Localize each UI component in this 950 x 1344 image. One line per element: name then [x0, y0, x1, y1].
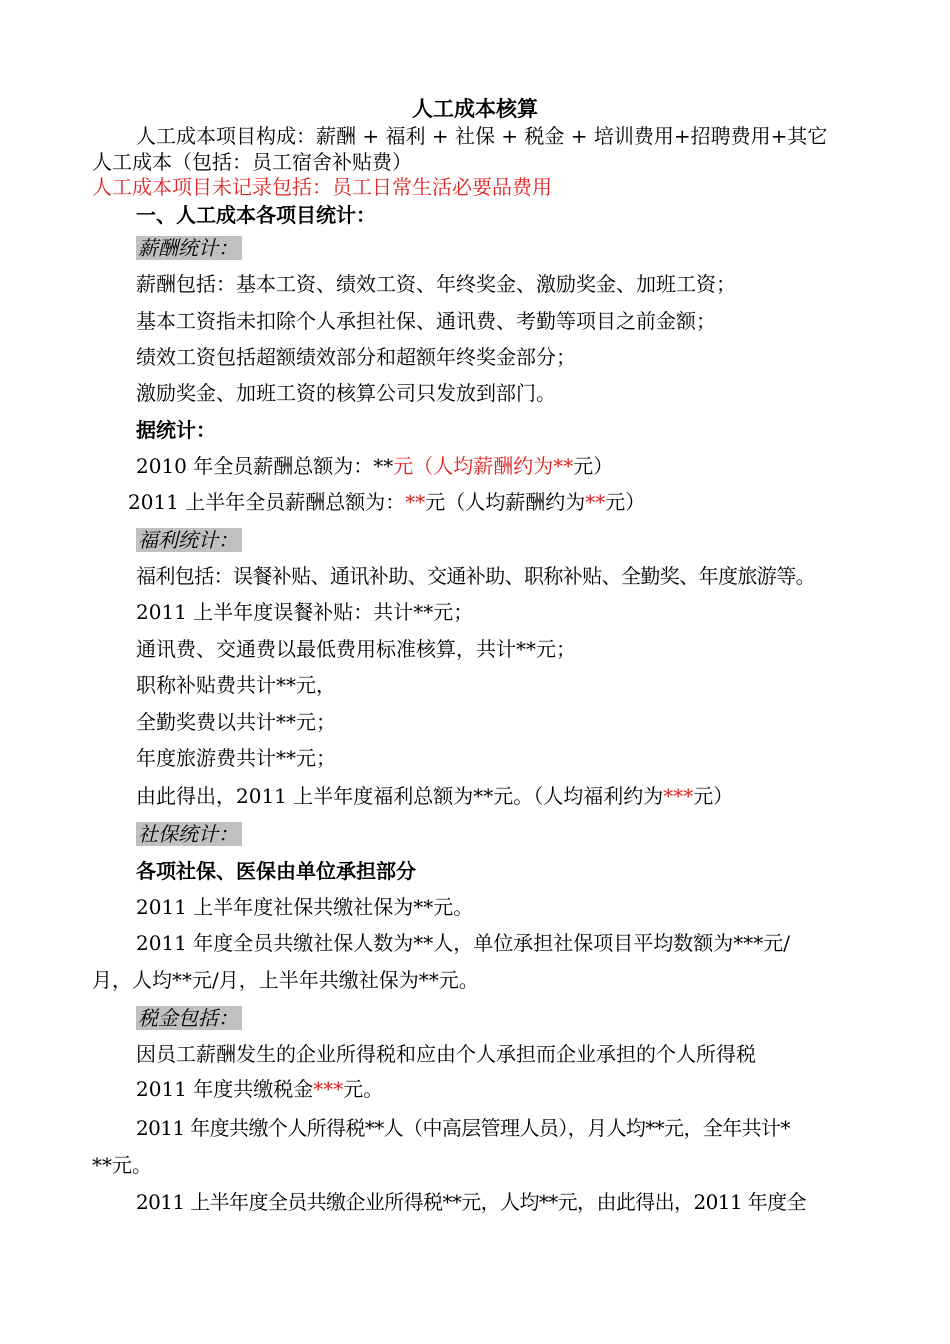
- salary-2010-text-a: 2010 年全员薪酬总额为：**: [136, 454, 394, 478]
- welfare-heading-label: 福利统计：: [136, 528, 242, 552]
- welfare-paragraph-4: 职称补贴费共计**元，: [136, 673, 336, 697]
- welfare-paragraph-5: 全勤奖费以共计**元；: [136, 710, 336, 734]
- salary-2010-text-d: 元）: [573, 454, 614, 478]
- salary-2010-text-c: **: [553, 454, 574, 478]
- tax-paragraph-2: [136, 1076, 872, 1102]
- salary-2011-text-e: 元）: [605, 490, 646, 514]
- welfare-heading: [136, 527, 872, 553]
- salary-2011-text-a: 2011 上半年全员薪酬总额为：: [128, 490, 406, 514]
- welfare-summary-line: [136, 783, 872, 809]
- welfare-paragraph-6: 年度旅游费共计**元；: [136, 746, 336, 770]
- salary-2010-text-b: 元（人均薪酬约为: [393, 454, 554, 478]
- social-paragraph-2-line-1: 2011 年度全员共缴社保人数为**人，单位承担社保项目平均数额为***元/: [136, 931, 790, 955]
- tax-paragraph-1: 因员工薪酬发生的企业所得税和应由个人承担而企业承担的个人所得税: [136, 1042, 756, 1066]
- unrecorded-note: 人工成本项目未记录包括：员工日常生活必要品费用: [92, 175, 552, 199]
- salary-2011-text-c: 元（人均薪酬约为: [425, 490, 586, 514]
- intro-line-2: 人工成本（包括：员工宿舍补贴费）: [92, 150, 412, 174]
- social-paragraph-1: 2011 上半年度社保共缴社保为**元。: [136, 895, 474, 919]
- welfare-paragraph-3: 通讯费、交通费以最低费用标准核算，共计**元；: [136, 637, 576, 661]
- tax-paragraph-3-line-1: 2011 年度共缴个人所得税**人（中高层管理人员），月人均**元，全年共计*: [136, 1116, 790, 1140]
- salary-2011-text-d: **: [585, 490, 606, 514]
- welfare-summary-text-b: ***: [663, 784, 694, 808]
- tax-heading: [136, 1005, 872, 1031]
- social-subheading: 各项社保、医保由单位承担部分: [136, 859, 416, 883]
- intro-line-1: 人工成本项目构成：薪酬 + 福利 + 社保 + 税金 + 培训费用+招聘费用+其它: [136, 124, 828, 148]
- social-heading: [136, 821, 872, 847]
- salary-paragraph-4: 激励奖金、加班工资的核算公司只发放到部门。: [136, 381, 556, 405]
- tax-paragraph-4: 2011 上半年度全员共缴企业所得税**元，人均**元，由此得出，2011 年度全: [136, 1190, 806, 1214]
- salary-2011-line: [128, 489, 908, 515]
- tax-paragraph-3-line-2: **元。: [92, 1153, 152, 1177]
- tax-heading-label: 税金包括：: [136, 1006, 242, 1030]
- tax-paragraph-2-text-b: ***: [313, 1077, 344, 1101]
- salary-paragraph-2: 基本工资指未扣除个人承担社保、通讯费、考勤等项目之前金额；: [136, 309, 716, 333]
- salary-2011-text-b: **: [405, 490, 426, 514]
- salary-stat-label: 据统计：: [136, 418, 216, 442]
- salary-heading-label: 薪酬统计：: [136, 236, 242, 260]
- section-heading-1: 一、人工成本各项目统计：: [136, 203, 376, 227]
- social-paragraph-2-line-2: 月，人均**元/月，上半年共缴社保为**元。: [92, 968, 479, 992]
- welfare-summary-text-c: 元）: [693, 784, 734, 808]
- welfare-summary-text-a: 由此得出，2011 上半年度福利总额为**元。（人均福利约为: [136, 784, 664, 808]
- salary-paragraph-3: 绩效工资包括超额绩效部分和超额年终奖金部分；: [136, 345, 576, 369]
- tax-paragraph-2-text-a: 2011 年度共缴税金: [136, 1077, 314, 1101]
- welfare-paragraph-1: 福利包括：误餐补贴、通讯补助、交通补助、职称补贴、全勤奖、年度旅游等。: [136, 564, 815, 588]
- salary-paragraph-1: 薪酬包括：基本工资、绩效工资、年终奖金、激励奖金、加班工资；: [136, 272, 736, 296]
- salary-2010-line: [136, 453, 872, 479]
- welfare-paragraph-2: 2011 上半年度误餐补贴：共计**元；: [136, 600, 474, 624]
- salary-heading: [136, 235, 872, 261]
- document-title: 人工成本核算: [412, 96, 538, 121]
- social-heading-label: 社保统计：: [136, 822, 242, 846]
- tax-paragraph-2-text-c: 元。: [343, 1077, 384, 1101]
